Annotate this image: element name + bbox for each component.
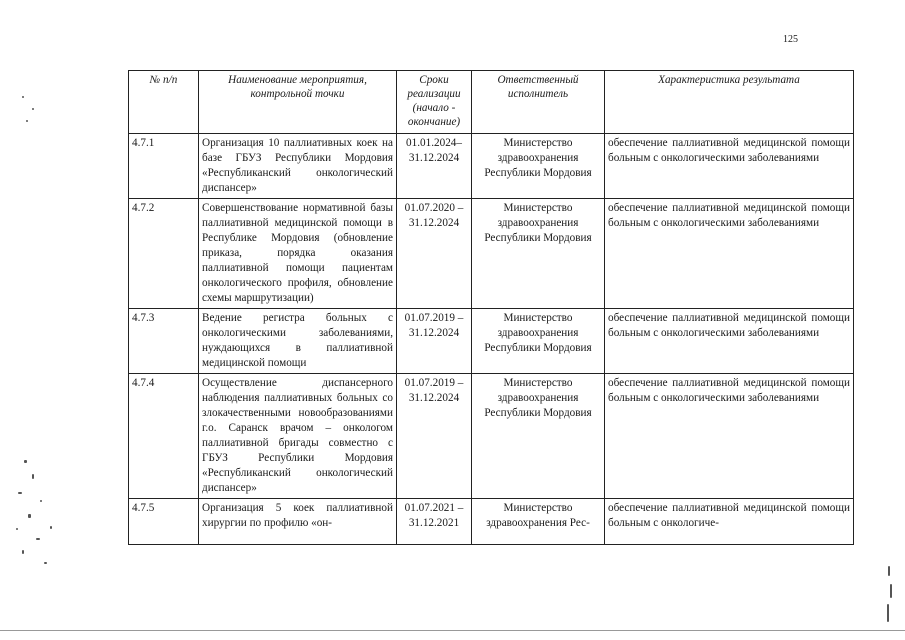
row-result: обеспечение паллиативной медицинской помощи больным с онкологическими заболеваниями — [605, 309, 854, 374]
row-result: обеспечение паллиативной медицинской помощи больным с онкологиче- — [605, 499, 854, 545]
row-result: обеспечение паллиативной медицинской помощи больным с онкологическими заболеваниями — [605, 134, 854, 199]
scan-bottom-edge — [0, 630, 905, 631]
row-dates: 01.07.2021 – 31.12.2021 — [397, 499, 472, 545]
table-row — [129, 134, 854, 199]
activities-table — [128, 70, 854, 545]
scan-noise-right — [886, 560, 898, 630]
header-dates: Сроки реализации (начало - окончание) — [397, 71, 472, 134]
row-number: 4.7.2 — [129, 199, 199, 309]
scan-noise-top-left — [18, 90, 48, 130]
row-activity-name: Организация 5 коек паллиативной хирургии по профилю «он- — [199, 499, 397, 545]
row-executor: Министерство здравоохранения Республики Мордовия — [472, 134, 605, 199]
row-number: 4.7.1 — [129, 134, 199, 199]
table-row — [129, 499, 854, 545]
row-activity-name: Ведение регистра больных с онкологическими заболеваниями, нуждающихся в паллиативной медицинской помощи — [199, 309, 397, 374]
row-activity-name: Осуществление диспансерного наблюдения паллиативных больных со злокачественными новообразованиями г.о. Саранск врачом – онкологом паллиативной бригады совместно с ГБУЗ Республики Мордовия «Республиканский онкологический диспансер» — [199, 374, 397, 499]
row-dates: 01.07.2019 – 31.12.2024 — [397, 374, 472, 499]
row-number: 4.7.3 — [129, 309, 199, 374]
row-executor: Министерство здравоохранения Рес- — [472, 499, 605, 545]
table-row — [129, 199, 854, 309]
row-activity-name: Организация 10 паллиативных коек на базе ГБУЗ Республики Мордовия «Республиканский онкологический диспансер» — [199, 134, 397, 199]
header-activity-name: Наименование мероприятия, контрольной точки — [199, 71, 397, 134]
header-number: № п/п — [129, 71, 199, 134]
scan-noise-left — [10, 440, 70, 580]
row-executor: Министерство здравоохранения Республики Мордовия — [472, 374, 605, 499]
row-dates: 01.07.2019 – 31.12.2024 — [397, 309, 472, 374]
row-result: обеспечение паллиативной медицинской помощи больным с онкологическими заболеваниями — [605, 199, 854, 309]
row-dates: 01.07.2020 – 31.12.2024 — [397, 199, 472, 309]
header-result: Характеристика результата — [605, 71, 854, 134]
row-activity-name: Совершенствование нормативной базы паллиативной медицинской помощи в Республике Мордовия (обновление приказа, порядка оказания паллиативной помощи пациентам онкологического профиля, обновление схемы маршрутизации) — [199, 199, 397, 309]
table-row — [129, 309, 854, 374]
row-executor: Министерство здравоохранения Республики Мордовия — [472, 309, 605, 374]
table-row — [129, 374, 854, 499]
row-result: обеспечение паллиативной медицинской помощи больным с онкологическими заболеваниями — [605, 374, 854, 499]
row-executor: Министерство здравоохранения Республики Мордовия — [472, 199, 605, 309]
header-executor: Ответственный исполнитель — [472, 71, 605, 134]
page-number: 125 — [783, 34, 798, 45]
table-header-row — [129, 71, 854, 134]
row-number: 4.7.5 — [129, 499, 199, 545]
row-number: 4.7.4 — [129, 374, 199, 499]
row-dates: 01.01.2024– 31.12.2024 — [397, 134, 472, 199]
